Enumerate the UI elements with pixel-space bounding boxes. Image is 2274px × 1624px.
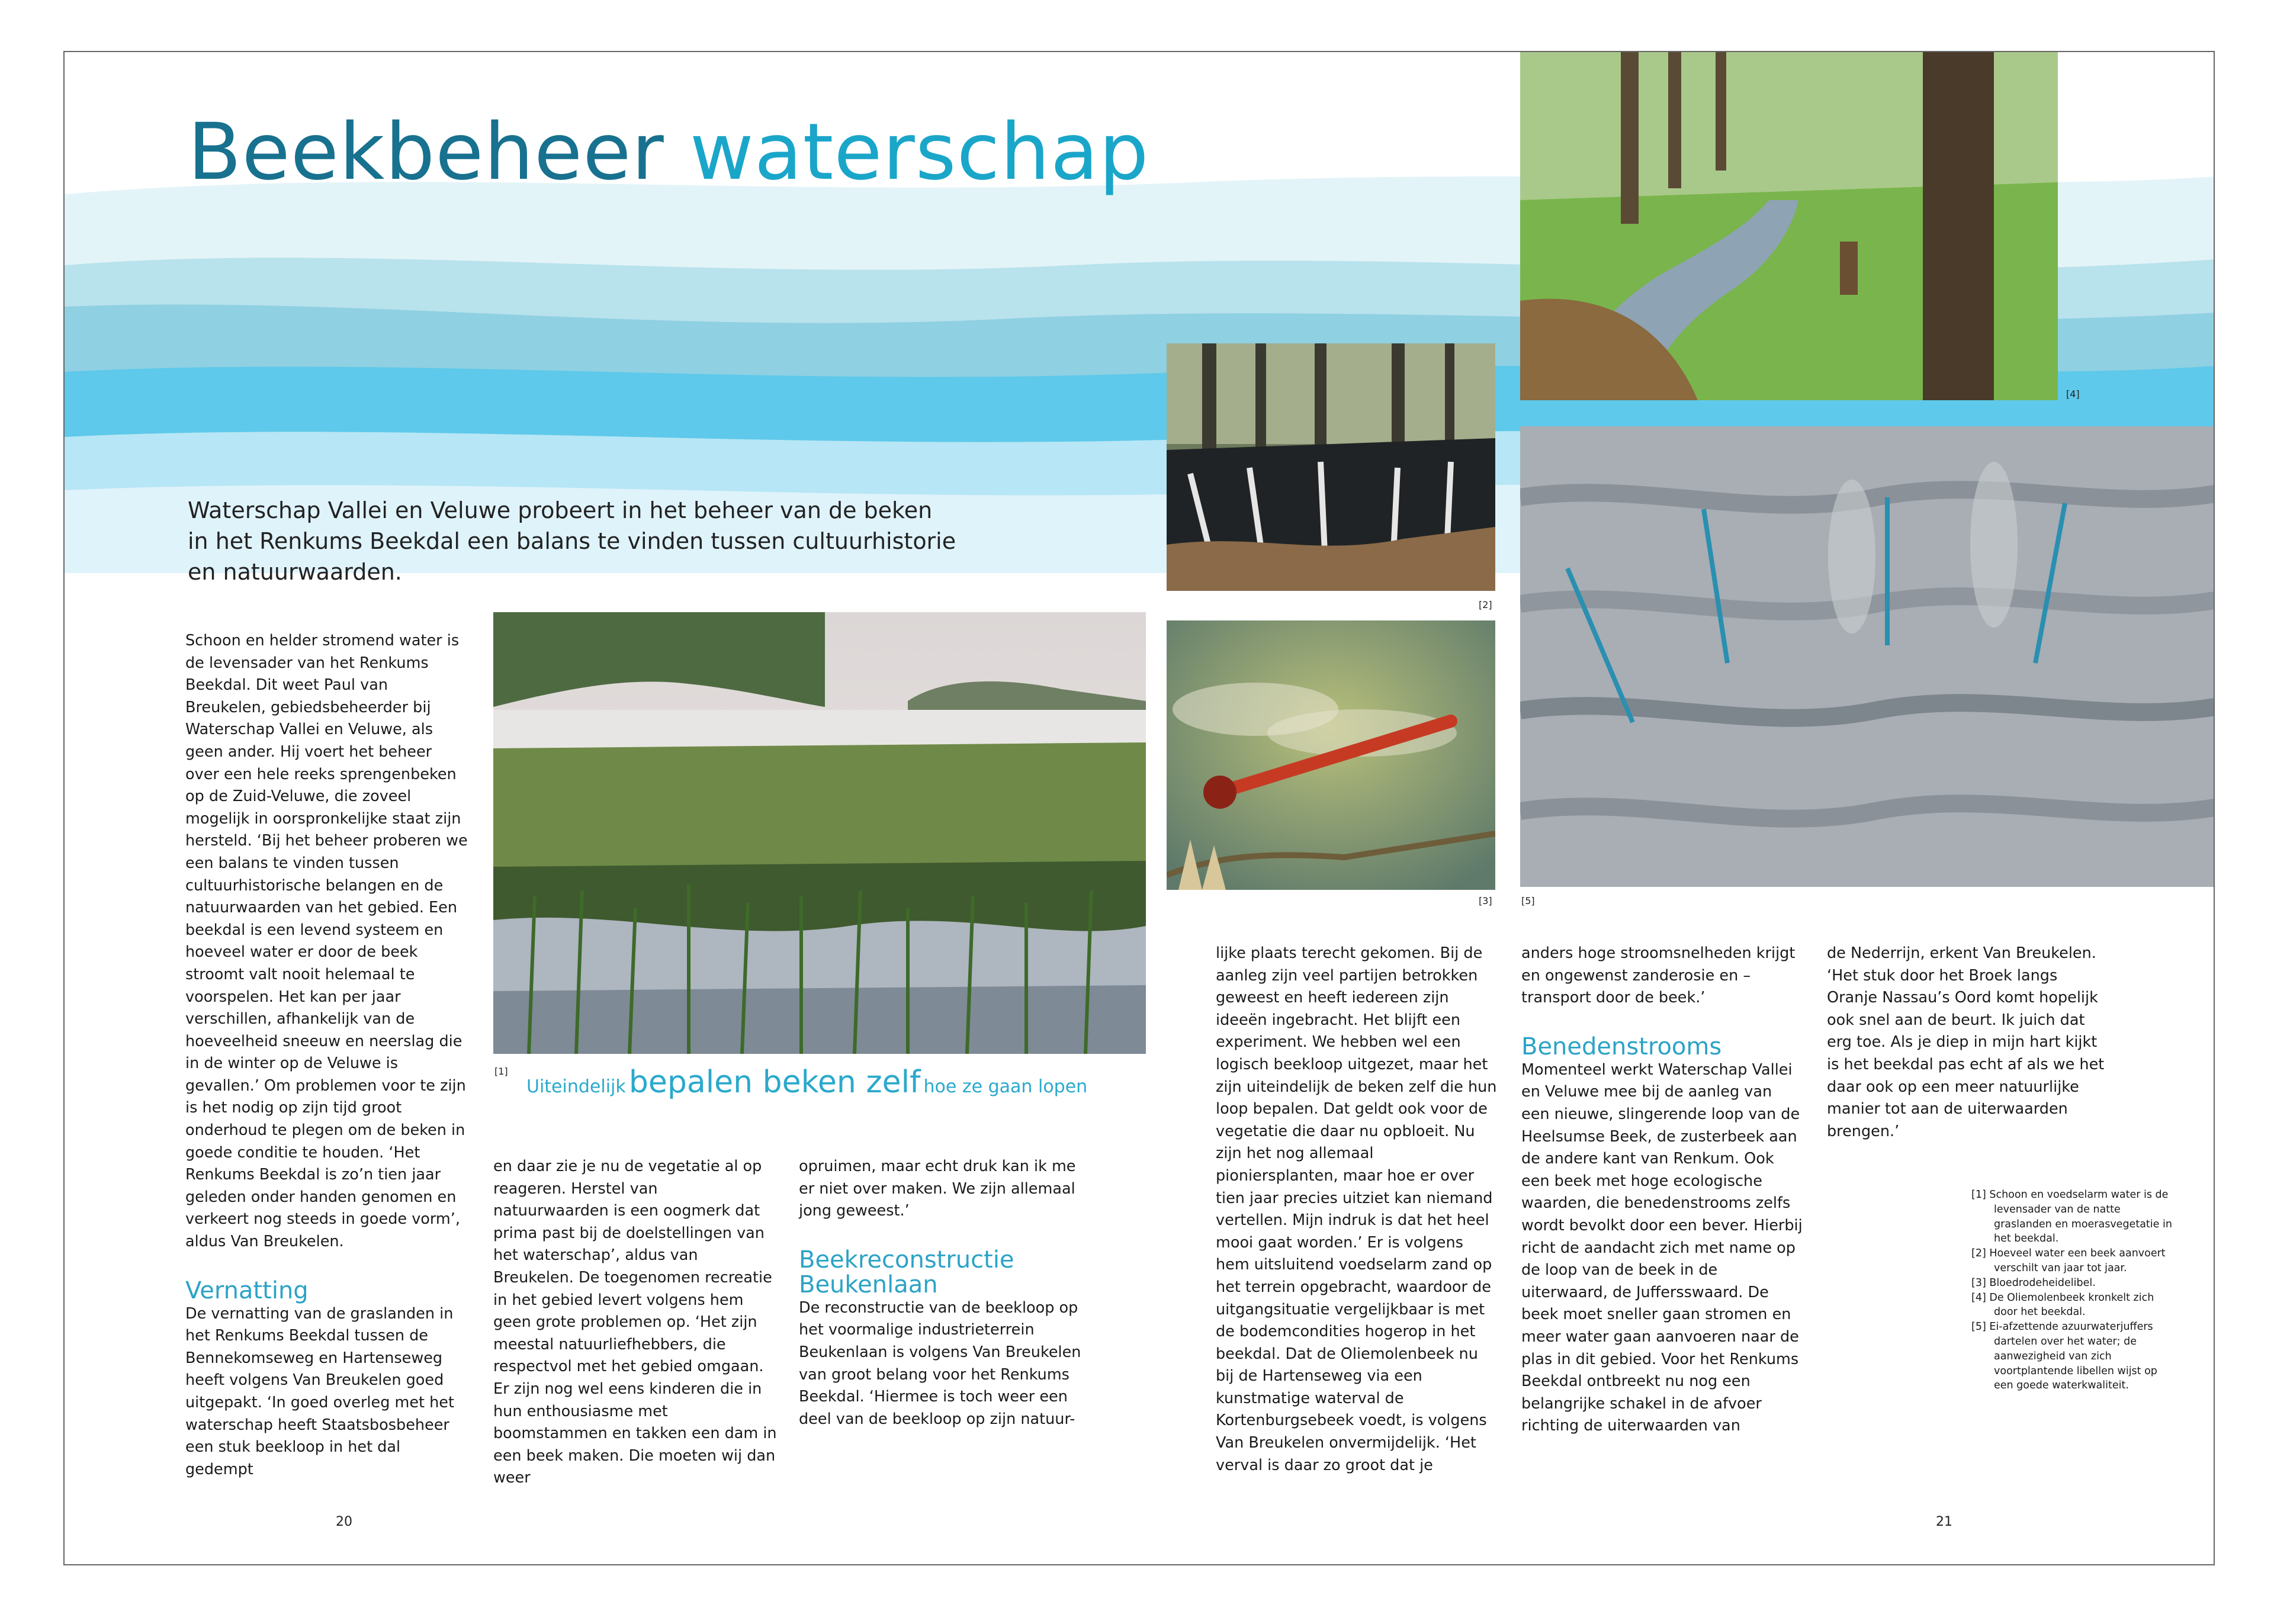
photo-red-dragonfly	[1167, 620, 1495, 890]
paragraph-col5: anders hoge stroomsnelheden krijgt en ongewenst zanderosie en –transport door de beek.’	[1521, 944, 1796, 1007]
photo-label-5: [5]	[1521, 895, 1535, 906]
page-number-left: 20	[336, 1514, 352, 1529]
title-part-1: Beekbeheer	[188, 107, 664, 198]
paragraph-col1: Schoon en helder stromend water is de levensader van het Renkums Beekdal. Dit weet Paul van Breukelen, gebiedsbeheerder bij Waterschap Vallei en Veluwe, als geen ander. Hij voert het beheer over een hele reeks sprengenbeken op de Zuid-Veluwe, die zoveel mogelijk in oorspronkelijke staat zijn hersteld. ‘Bij het beheer proberen we een balans te vinden tussen cultuurhistorische belangen en de natuurwaarden van het gebied. Een beekdal is een levend systeem en hoeveel water er door de beek stroomt valt nooit helemaal te voorspelen. Het kan per jaar verschillen, afhankelijk van de hoeveelheid sneeuw en neerslag die in de winter op de Veluwe is gevallen.’ Om problemen voor te zijn is het nodig op zijn tijd groot onderhoud te plegen om de beken in goede conditie te houden. ‘Het Renkums Beekdal is zo’n tien jaar geleden onder handen genomen en verkeert nog steeds in goede vorm’, aldus Van Breukelen.	[185, 632, 468, 1251]
paragraph-col6: de Nederrijn, erkent Van Breukelen. ‘Het stuk door het Broek langs Oranje Nassau’s Oord komt hopelijk ook snel aan de beurt. Ik juich dat erg toe. Als je diep in mijn hart kijkt is het beekdal pas echt af als we het daar ook op een meer natuurlijke manier tot aan de uiterwaarden brengen.’	[1827, 944, 2105, 1140]
caption-item: [1] Schoon en voedselarm water is de levensader van de natte graslanden en moerasvegetatie in het beekdal.	[1971, 1189, 2172, 1245]
column-2	[493, 1156, 778, 1490]
photo-misty-marsh	[493, 612, 1146, 1054]
photo-forest-water	[1167, 343, 1495, 591]
paragraph-col1b: De vernatting van de graslanden in het Renkums Beekdal tussen de Bennekomseweg en Hartenseweg heeft volgens Van Breukelen goed uitgepakt. ‘In goed overleg met het waterschap heeft Staatsbosbeheer een stuk beekloop in het dal gedempt	[185, 1304, 454, 1478]
column-6	[1827, 943, 2110, 1143]
paragraph-col3: opruimen, maar echt druk kan ik me er niet over maken. We zijn allemaal jong geweest.’	[799, 1157, 1076, 1220]
heading-beekreconstructie: Beekreconstructie Beukenlaan	[799, 1246, 1014, 1298]
heading-benedenstrooms: Benedenstrooms	[1521, 1033, 1722, 1060]
column-4	[1216, 943, 1499, 1477]
photo-label-4: [4]	[2066, 388, 2080, 400]
column-3	[799, 1156, 1083, 1430]
pull-quote	[526, 1065, 1087, 1100]
pull-quote-emphasis: bepalen beken zelf	[628, 1065, 921, 1100]
caption-item: [3] Bloedrodeheidelibel.	[1971, 1276, 2096, 1289]
pull-quote-lead: Uiteindelijk	[526, 1076, 626, 1097]
page-number-right: 21	[1936, 1514, 1952, 1529]
photo-label-1: [1]	[494, 1066, 508, 1077]
pull-quote-tail: hoe ze gaan lopen	[923, 1076, 1088, 1097]
intro-lead: Waterschap Vallei en Veluwe probeert in het beheer van de beken in het Renkums Beekdal een balans te vinden tussen cultuurhistorie en natuurwaarden.	[188, 497, 956, 585]
heading-vernatting: Vernatting	[185, 1276, 309, 1304]
photo-label-2: [2]	[1479, 599, 1492, 610]
paragraph-col2: en daar zie je nu de vegetatie al op reageren. Herstel van natuurwaarden is een oogmerk dat prima past bij de doelstellingen van het waterschap’, aldus van Breukelen. De toegenomen recreatie in het gebied levert volgens hem geen grote problemen op. ‘Het zijn meestal natuurliefhebbers, die respectvol met het gebied omgaan. Er zijn nog wel eens kinderen die in hun enthousiasme met boomstammen en takken een dam in een beek maken. Die moeten wij dan weer	[493, 1157, 777, 1487]
caption-item: [4] De Oliemolenbeek kronkelt zich door het beekdal.	[1971, 1291, 2154, 1319]
column-5	[1521, 943, 1804, 1438]
caption-item: [5] Ei-afzettende azuurwaterjuffers dartelen over het water; de aanwezigheid van zich voortplantende libellen wijst op een goede waterkwaliteit.	[1971, 1321, 2157, 1392]
paragraph-col5b: Momenteel werkt Waterschap Vallei en Veluwe mee bij de aanleg van een nieuwe, slingerende loop van de Heelsumse Beek, de zusterbeek aan de andere kant van Renkum. Ook een beek met hoge ecologische waarden, die benedenstrooms zelfs wordt bevolkt door een bever. Hierbij richt de aandacht zich met name op de loop van de beek in de uiterwaard, de Juffersswaard. De beek moet sneller gaan stromen en meer water gaan aanvoeren naar de plas in dit gebied. Voor het Renkums Beekdal ontbreekt nu nog een belangrijke schakel in de afvoer richting de uiterwaarden van	[1521, 1060, 1803, 1435]
paragraph-col4: lijke plaats terecht gekomen. Bij de aanleg zijn veel partijen betrokken geweest en heeft iedereen zijn ideeën ingebracht. Het blijft een experiment. We hebben wel een logisch beekloop uitgezet, maar het zijn uiteindelijk de beken zelf die hun loop bepalen. Dat geldt ook voor de vegetatie die daar nu opbloeit. Nu zijn het nog allemaal pioniersplanten, maar hoe er over tien jaar precies uitziet kan niemand vertellen. Mijn indruk is dat het heel mooi gaat worden.’ Er is volgens hem uitsluitend voedselarm zand op het terrein opgebracht, waardoor de uitgangsituatie vergelijkbaar is met de bodemcondities hogerop in het beekdal. Dat de Oliemolenbeek nu bij de Hartenseweg via een kunstmatige waterval de Kortenburgsebeek voedt, is volgens Van Breukelen onvermijdelijk. ‘Het verval is daar zo groot dat je	[1216, 944, 1497, 1474]
photo-captions	[1971, 1188, 2173, 1393]
page-title	[188, 107, 1149, 198]
photo-label-3: [3]	[1479, 895, 1492, 906]
photo-damselflies-water	[1520, 426, 2215, 887]
caption-item: [2] Hoeveel water een beek aanvoert verschilt van jaar tot jaar.	[1971, 1247, 2166, 1274]
magazine-spread	[63, 51, 2215, 1565]
photo-stream-meadow	[1520, 52, 2058, 400]
column-1	[185, 630, 468, 1481]
paragraph-col3b: De reconstructie van de beekloop op het voormalige industrieterrein Beukenlaan is volgens Van Breukelen van groot belang voor het Renkums Beekdal. ‘Hiermee is toch weer een deel van de beekloop op zijn natuur-	[799, 1298, 1081, 1428]
title-part-2: waterschap	[689, 107, 1149, 198]
